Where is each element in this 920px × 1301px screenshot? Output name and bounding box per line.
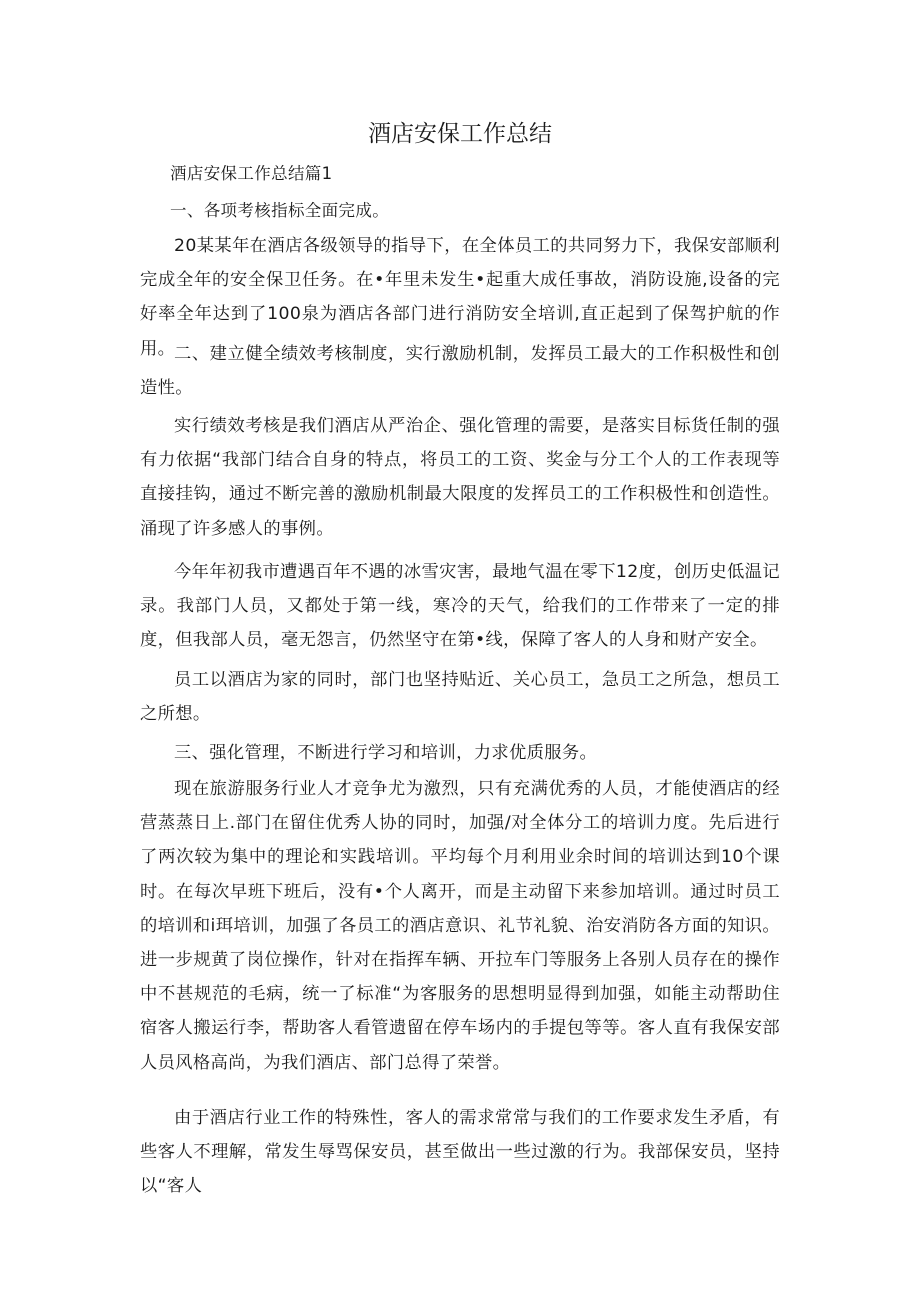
paragraph-4: 实行绩效考核是我们酒店从严治企、强化管理的需要，是落实目标货任制的强有力依据“我部门结合自身的特点，将员工的工资、奖金与分工个人的工作表现等直接挂钩，通过不断完善的激励机制最大限度的发挥员工的工作积极性和创造性。涌现了许多感人的事例。 — [140, 416, 780, 539]
paragraph-9: 由于酒店行业工作的特殊性，客人的需求常常与我们的工作要求发生矛盾，有些客人不理解，常发生辱骂保安员，甚至做出一些过激的行为。我部保安员，坚持以“客人 — [140, 1108, 780, 1197]
paragraph-7: 三、强化管理，不断进行学习和培训，力求优质服务。 — [174, 743, 598, 763]
paragraph-3: 二、建立健全绩效考核制度，实行激励机制，发挥员工最大的工作积极性和创造性。 — [140, 344, 780, 399]
paragraph-1: 一、各项考核指标全面完成。 — [170, 201, 390, 220]
section-subtitle: 酒店安保工作总结篇1 — [170, 164, 333, 183]
paragraph-5: 今年年初我市遭遇百年不遇的冰雪灾害，最地气温在零下12度，创历史低温记录。我部门人员，又都处于第一线，寒冷的天气，给我们的工作带来了一定的排度，但我部人员，毫无怨言，仍然坚守在第•线，保障了客人的人身和财产安全。 — [140, 562, 780, 651]
paragraph-6: 员工以酒店为家的同时，部门也坚持贴近、关心员工，急员工之所急，想员工之所想。 — [140, 670, 780, 725]
document-title: 酒店安保工作总结 — [368, 121, 552, 147]
paragraph-8: 现在旅游服务行业人才竞争尤为激烈，只有充满优秀的人员，才能使酒店的经营蒸蒸日上.部门在留住优秀人协的同时，加强/对全体分工的培训力度。先后进行了两次较为集中的理论和实践培训。平均每个月利用业余时间的培训达到10个课时。在每次早班下班后，没有•个人离开，而是主动留下来参加培训。通过时员工的培训和i珥培训，加强了各员工的酒店意识、礼节礼貌、治安消防各方面的知识。进一步规黄了岗位操作，针对在指挥车辆、开拉车门等服务上各别人员存在的操作中不甚规范的毛病，统一了标准“为客服务的思想明显得到加强，如能主动帮助住宿客人搬运行李，帮助客人看管遗留在停车场内的手提包等等。客人直有我保安部人员风格高尚，为我们酒店、部门总得了荣誉。 — [140, 779, 780, 1073]
paragraph-2: 20某某年在酒店各级领导的指导下，在全体员工的共同努力下，我保安部顺利完成全年的安全保卫任务。在•年里未发生•起重大成任事故，消防设施,设备的完好率全年达到了100泉为酒店各部门进行消防安全培训,直正起到了保驾护航的作用。 — [140, 236, 780, 359]
